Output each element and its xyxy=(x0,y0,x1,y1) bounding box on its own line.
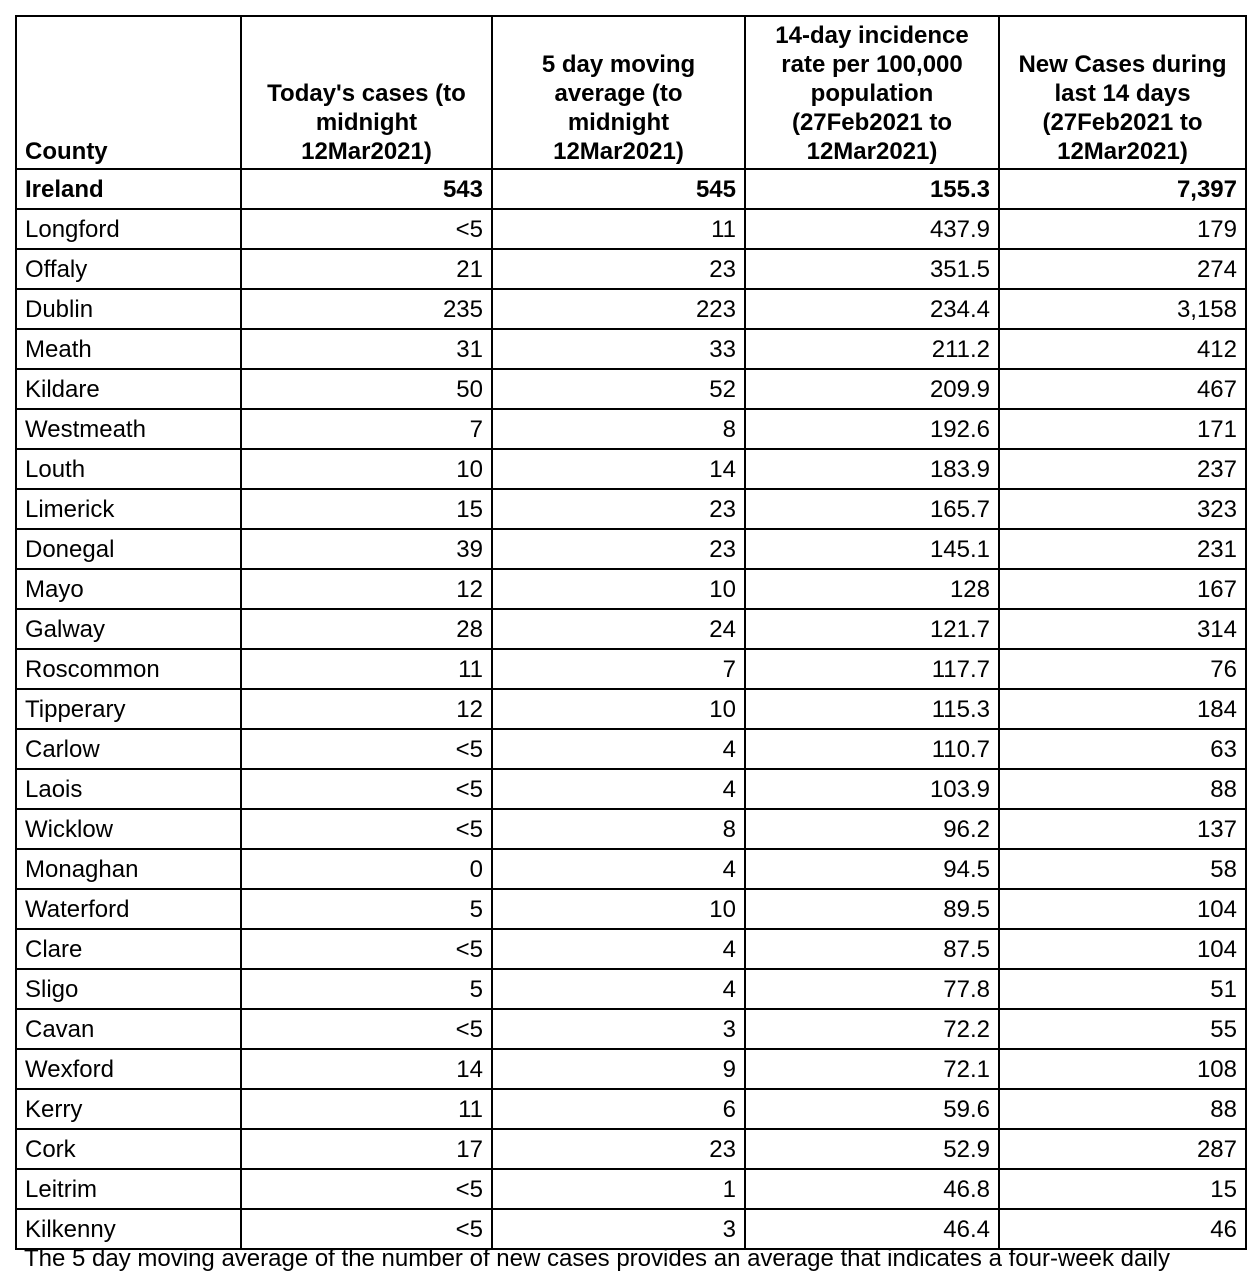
new-cases-cell: 314 xyxy=(999,609,1246,649)
moving-average-cell: 23 xyxy=(492,529,745,569)
county-name-cell: Sligo xyxy=(16,969,241,1009)
table-row xyxy=(16,569,1246,609)
table-row xyxy=(16,1049,1246,1089)
incidence-rate-cell: 87.5 xyxy=(745,929,999,969)
incidence-rate-cell: 59.6 xyxy=(745,1089,999,1129)
county-name-cell: Mayo xyxy=(16,569,241,609)
incidence-rate-cell: 128 xyxy=(745,569,999,609)
county-name-cell: Kerry xyxy=(16,1089,241,1129)
incidence-rate-cell: 437.9 xyxy=(745,209,999,249)
todays-cases-cell: <5 xyxy=(241,729,492,769)
header-row xyxy=(16,16,1246,169)
county-name-cell: Offaly xyxy=(16,249,241,289)
moving-average-cell: 4 xyxy=(492,849,745,889)
county-name-cell: Tipperary xyxy=(16,689,241,729)
todays-cases-cell: <5 xyxy=(241,209,492,249)
todays-cases-cell: 12 xyxy=(241,569,492,609)
todays-cases-cell: 7 xyxy=(241,409,492,449)
table-row xyxy=(16,369,1246,409)
total-new-cases: 7,397 xyxy=(999,169,1246,209)
todays-cases-cell: 12 xyxy=(241,689,492,729)
todays-cases-cell: 15 xyxy=(241,489,492,529)
county-name-cell: Monaghan xyxy=(16,849,241,889)
new-cases-cell: 63 xyxy=(999,729,1246,769)
new-cases-cell: 15 xyxy=(999,1169,1246,1209)
table-row xyxy=(16,249,1246,289)
footnote-caption: The 5 day moving average of the number of new cases provides an average that indicates a four-week daily xyxy=(24,1245,1170,1272)
todays-cases-cell: 28 xyxy=(241,609,492,649)
table-row xyxy=(16,929,1246,969)
table-row xyxy=(16,769,1246,809)
incidence-rate-cell: 117.7 xyxy=(745,649,999,689)
header-incidence-rate: 14-day incidence rate per 100,000 population (27Feb2021 to 12Mar2021) xyxy=(745,16,999,169)
county-name-cell: Wexford xyxy=(16,1049,241,1089)
incidence-rate-cell: 183.9 xyxy=(745,449,999,489)
moving-average-cell: 4 xyxy=(492,929,745,969)
new-cases-cell: 76 xyxy=(999,649,1246,689)
county-name-cell: Cavan xyxy=(16,1009,241,1049)
county-name-cell: Leitrim xyxy=(16,1169,241,1209)
incidence-rate-cell: 351.5 xyxy=(745,249,999,289)
todays-cases-cell: 0 xyxy=(241,849,492,889)
new-cases-cell: 179 xyxy=(999,209,1246,249)
todays-cases-cell: <5 xyxy=(241,809,492,849)
new-cases-cell: 51 xyxy=(999,969,1246,1009)
todays-cases-cell: 11 xyxy=(241,649,492,689)
total-moving-average: 545 xyxy=(492,169,745,209)
new-cases-cell: 237 xyxy=(999,449,1246,489)
table-row xyxy=(16,809,1246,849)
incidence-rate-cell: 211.2 xyxy=(745,329,999,369)
table-row xyxy=(16,969,1246,1009)
todays-cases-cell: 50 xyxy=(241,369,492,409)
new-cases-cell: 287 xyxy=(999,1129,1246,1169)
new-cases-cell: 88 xyxy=(999,769,1246,809)
table-row xyxy=(16,849,1246,889)
table-row xyxy=(16,689,1246,729)
todays-cases-cell: <5 xyxy=(241,1169,492,1209)
new-cases-cell: 171 xyxy=(999,409,1246,449)
incidence-rate-cell: 46.8 xyxy=(745,1169,999,1209)
county-name-cell: Galway xyxy=(16,609,241,649)
county-name-cell: Louth xyxy=(16,449,241,489)
moving-average-cell: 14 xyxy=(492,449,745,489)
table-row xyxy=(16,329,1246,369)
incidence-rate-cell: 103.9 xyxy=(745,769,999,809)
table-body xyxy=(16,169,1246,1249)
table-row xyxy=(16,209,1246,249)
table-row xyxy=(16,489,1246,529)
county-name-cell: Meath xyxy=(16,329,241,369)
county-cases-table xyxy=(15,15,1247,1250)
incidence-rate-cell: 46.4 xyxy=(745,1209,999,1249)
header-moving-average: 5 day moving average (to midnight 12Mar2021) xyxy=(492,16,745,169)
moving-average-cell: 23 xyxy=(492,249,745,289)
todays-cases-cell: 235 xyxy=(241,289,492,329)
todays-cases-cell: 21 xyxy=(241,249,492,289)
moving-average-cell: 7 xyxy=(492,649,745,689)
incidence-rate-cell: 145.1 xyxy=(745,529,999,569)
new-cases-cell: 46 xyxy=(999,1209,1246,1249)
county-name-cell: Limerick xyxy=(16,489,241,529)
todays-cases-cell: 31 xyxy=(241,329,492,369)
county-name-cell: Kilkenny xyxy=(16,1209,241,1249)
new-cases-cell: 108 xyxy=(999,1049,1246,1089)
new-cases-cell: 323 xyxy=(999,489,1246,529)
county-name-cell: Carlow xyxy=(16,729,241,769)
moving-average-cell: 23 xyxy=(492,489,745,529)
moving-average-cell: 8 xyxy=(492,809,745,849)
new-cases-cell: 55 xyxy=(999,1009,1246,1049)
county-name-cell: Kildare xyxy=(16,369,241,409)
table-row xyxy=(16,649,1246,689)
table-row xyxy=(16,449,1246,489)
moving-average-cell: 3 xyxy=(492,1209,745,1249)
todays-cases-cell: <5 xyxy=(241,1009,492,1049)
moving-average-cell: 33 xyxy=(492,329,745,369)
table-row xyxy=(16,729,1246,769)
total-row xyxy=(16,169,1246,209)
new-cases-cell: 167 xyxy=(999,569,1246,609)
incidence-rate-cell: 89.5 xyxy=(745,889,999,929)
incidence-rate-cell: 110.7 xyxy=(745,729,999,769)
todays-cases-cell: 5 xyxy=(241,969,492,1009)
todays-cases-cell: 14 xyxy=(241,1049,492,1089)
table-row xyxy=(16,1129,1246,1169)
incidence-rate-cell: 96.2 xyxy=(745,809,999,849)
todays-cases-cell: 17 xyxy=(241,1129,492,1169)
table-row xyxy=(16,1009,1246,1049)
table-row xyxy=(16,1169,1246,1209)
moving-average-cell: 8 xyxy=(492,409,745,449)
incidence-rate-cell: 94.5 xyxy=(745,849,999,889)
incidence-rate-cell: 72.2 xyxy=(745,1009,999,1049)
moving-average-cell: 9 xyxy=(492,1049,745,1089)
moving-average-cell: 3 xyxy=(492,1009,745,1049)
moving-average-cell: 23 xyxy=(492,1129,745,1169)
moving-average-cell: 6 xyxy=(492,1089,745,1129)
todays-cases-cell: 10 xyxy=(241,449,492,489)
table-row xyxy=(16,529,1246,569)
county-name-cell: Donegal xyxy=(16,529,241,569)
new-cases-cell: 231 xyxy=(999,529,1246,569)
moving-average-cell: 24 xyxy=(492,609,745,649)
table-row xyxy=(16,409,1246,449)
new-cases-cell: 88 xyxy=(999,1089,1246,1129)
moving-average-cell: 11 xyxy=(492,209,745,249)
todays-cases-cell: 11 xyxy=(241,1089,492,1129)
todays-cases-cell: <5 xyxy=(241,1209,492,1249)
county-name-cell: Longford xyxy=(16,209,241,249)
new-cases-cell: 412 xyxy=(999,329,1246,369)
incidence-rate-cell: 121.7 xyxy=(745,609,999,649)
total-incidence-rate: 155.3 xyxy=(745,169,999,209)
table-row xyxy=(16,609,1246,649)
new-cases-cell: 58 xyxy=(999,849,1246,889)
new-cases-cell: 467 xyxy=(999,369,1246,409)
header-county: County xyxy=(16,16,241,169)
county-name-cell: Cork xyxy=(16,1129,241,1169)
moving-average-cell: 10 xyxy=(492,689,745,729)
moving-average-cell: 1 xyxy=(492,1169,745,1209)
incidence-rate-cell: 209.9 xyxy=(745,369,999,409)
moving-average-cell: 4 xyxy=(492,729,745,769)
todays-cases-cell: 39 xyxy=(241,529,492,569)
county-name-cell: Clare xyxy=(16,929,241,969)
moving-average-cell: 223 xyxy=(492,289,745,329)
moving-average-cell: 4 xyxy=(492,969,745,1009)
header-todays-cases: Today's cases (to midnight 12Mar2021) xyxy=(241,16,492,169)
county-name-cell: Westmeath xyxy=(16,409,241,449)
incidence-rate-cell: 72.1 xyxy=(745,1049,999,1089)
county-name-cell: Wicklow xyxy=(16,809,241,849)
incidence-rate-cell: 192.6 xyxy=(745,409,999,449)
county-name-cell: Waterford xyxy=(16,889,241,929)
todays-cases-cell: <5 xyxy=(241,769,492,809)
todays-cases-cell: <5 xyxy=(241,929,492,969)
moving-average-cell: 52 xyxy=(492,369,745,409)
total-county: Ireland xyxy=(16,169,241,209)
new-cases-cell: 3,158 xyxy=(999,289,1246,329)
incidence-rate-cell: 52.9 xyxy=(745,1129,999,1169)
new-cases-cell: 274 xyxy=(999,249,1246,289)
header-new-cases-14-days: New Cases during last 14 days (27Feb2021 to 12Mar2021) xyxy=(999,16,1246,169)
incidence-rate-cell: 165.7 xyxy=(745,489,999,529)
new-cases-cell: 184 xyxy=(999,689,1246,729)
incidence-rate-cell: 234.4 xyxy=(745,289,999,329)
county-name-cell: Roscommon xyxy=(16,649,241,689)
new-cases-cell: 104 xyxy=(999,889,1246,929)
county-name-cell: Laois xyxy=(16,769,241,809)
new-cases-cell: 104 xyxy=(999,929,1246,969)
new-cases-cell: 137 xyxy=(999,809,1246,849)
total-todays-cases: 543 xyxy=(241,169,492,209)
incidence-rate-cell: 77.8 xyxy=(745,969,999,1009)
moving-average-cell: 10 xyxy=(492,889,745,929)
table-row xyxy=(16,889,1246,929)
todays-cases-cell: 5 xyxy=(241,889,492,929)
table-row xyxy=(16,1089,1246,1129)
incidence-rate-cell: 115.3 xyxy=(745,689,999,729)
table-row xyxy=(16,1209,1246,1249)
table-row xyxy=(16,289,1246,329)
moving-average-cell: 10 xyxy=(492,569,745,609)
county-name-cell: Dublin xyxy=(16,289,241,329)
moving-average-cell: 4 xyxy=(492,769,745,809)
